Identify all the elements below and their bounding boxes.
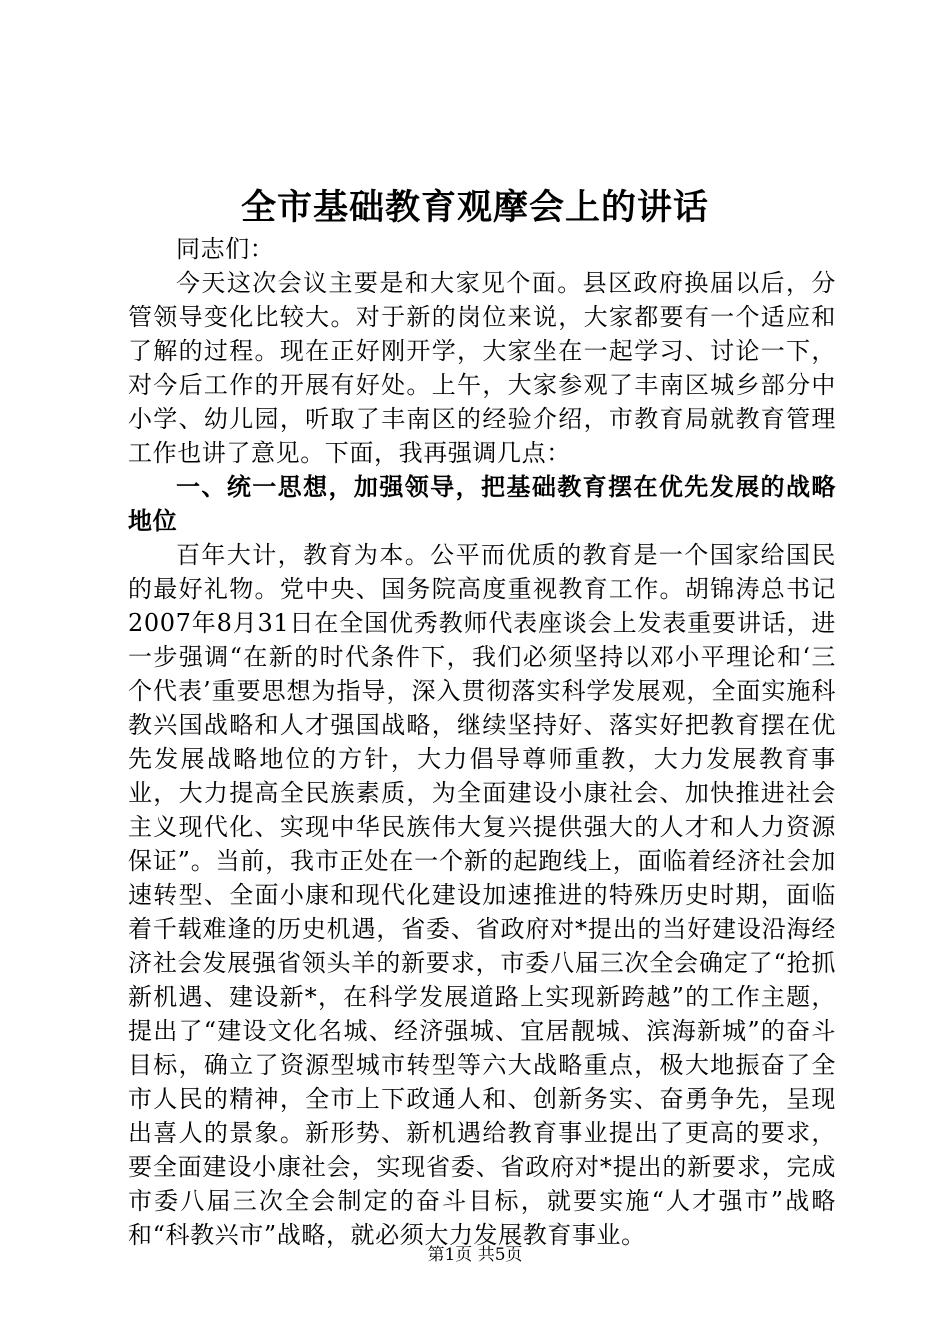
section-paragraph: 百年大计，教育为本。公平而优质的教育是一个国家给国民的最好礼物。党中央、国务院高度重视教育工作。胡锦涛总书记2007年8月31日在全国优秀教师代表座谈会上发表重要讲话，进一步强调“在新的时代条件下，我们必须坚持以邓小平理论和‘三个代表’重要思想为指导，深入贯彻落实科学发展观，全面实施科教兴国战略和人才强国战略，继续坚持好、落实好把教育摆在优先发展战略地位的方针，大力倡导尊师重教，大力发展教育事业，大力提高全民族素质，为全面建设小康社会、加快推进社会主义现代化、实现中华民族伟大复兴提供强大的人才和人力资源保证”。当前，我市正处在一个新的起跑线上，面临着经济社会加速转型、全面小康和现代化建设加速推进的特殊历史时期，面临着千载难逢的历史机遇，省委、省政府对*提出的当好建设沿海经济社会发展强省领头羊的新要求，市委八届三次全会确定了“抢抓新机遇、建设新*，在科学发展道路上实现新跨越”的工作主题，提出了“建设文化名城、经济强城、宜居靓城、滨海新城”的奋斗目标，确立了资源型城市转型等六大战略重点，极大地振奋了全市人民的精神，全市上下政通人和、创新务实、奋勇争先，呈现出喜人的景象。新形势、新机遇给教育事业提出了更高的要求，要全面建设小康社会，实现省委、省政府对*提出的新要求，完成市委八届三次全会制定的奋斗目标，就要实施“人才强市”战略和“科教兴市”战略，就必须大力发展教育事业。 — [128, 541, 836, 1249]
page-footer: 第1页 共5页 — [427, 1245, 523, 1265]
document-body — [128, 232, 836, 1252]
section-heading: 一、统一思想，加强领导，把基础教育摆在优先发展的战略地位 — [128, 473, 836, 535]
salutation: 同志们： — [176, 235, 275, 263]
document-title: 全市基础教育观摩会上的讲话 — [240, 188, 709, 228]
intro-paragraph: 今天这次会议主要是和大家见个面。县区政府换届以后，分管领导变化比较大。对于新的岗位来说，大家都要有一个适应和了解的过程。现在正好刚开学，大家坐在一起学习、讨论一下，对今后工作的开展有好处。上午，大家参观了丰南区城乡部分中小学、幼儿园，听取了丰南区的经验介绍，市教育局就教育管理工作也讲了意见。下面，我再强调几点： — [128, 269, 836, 467]
